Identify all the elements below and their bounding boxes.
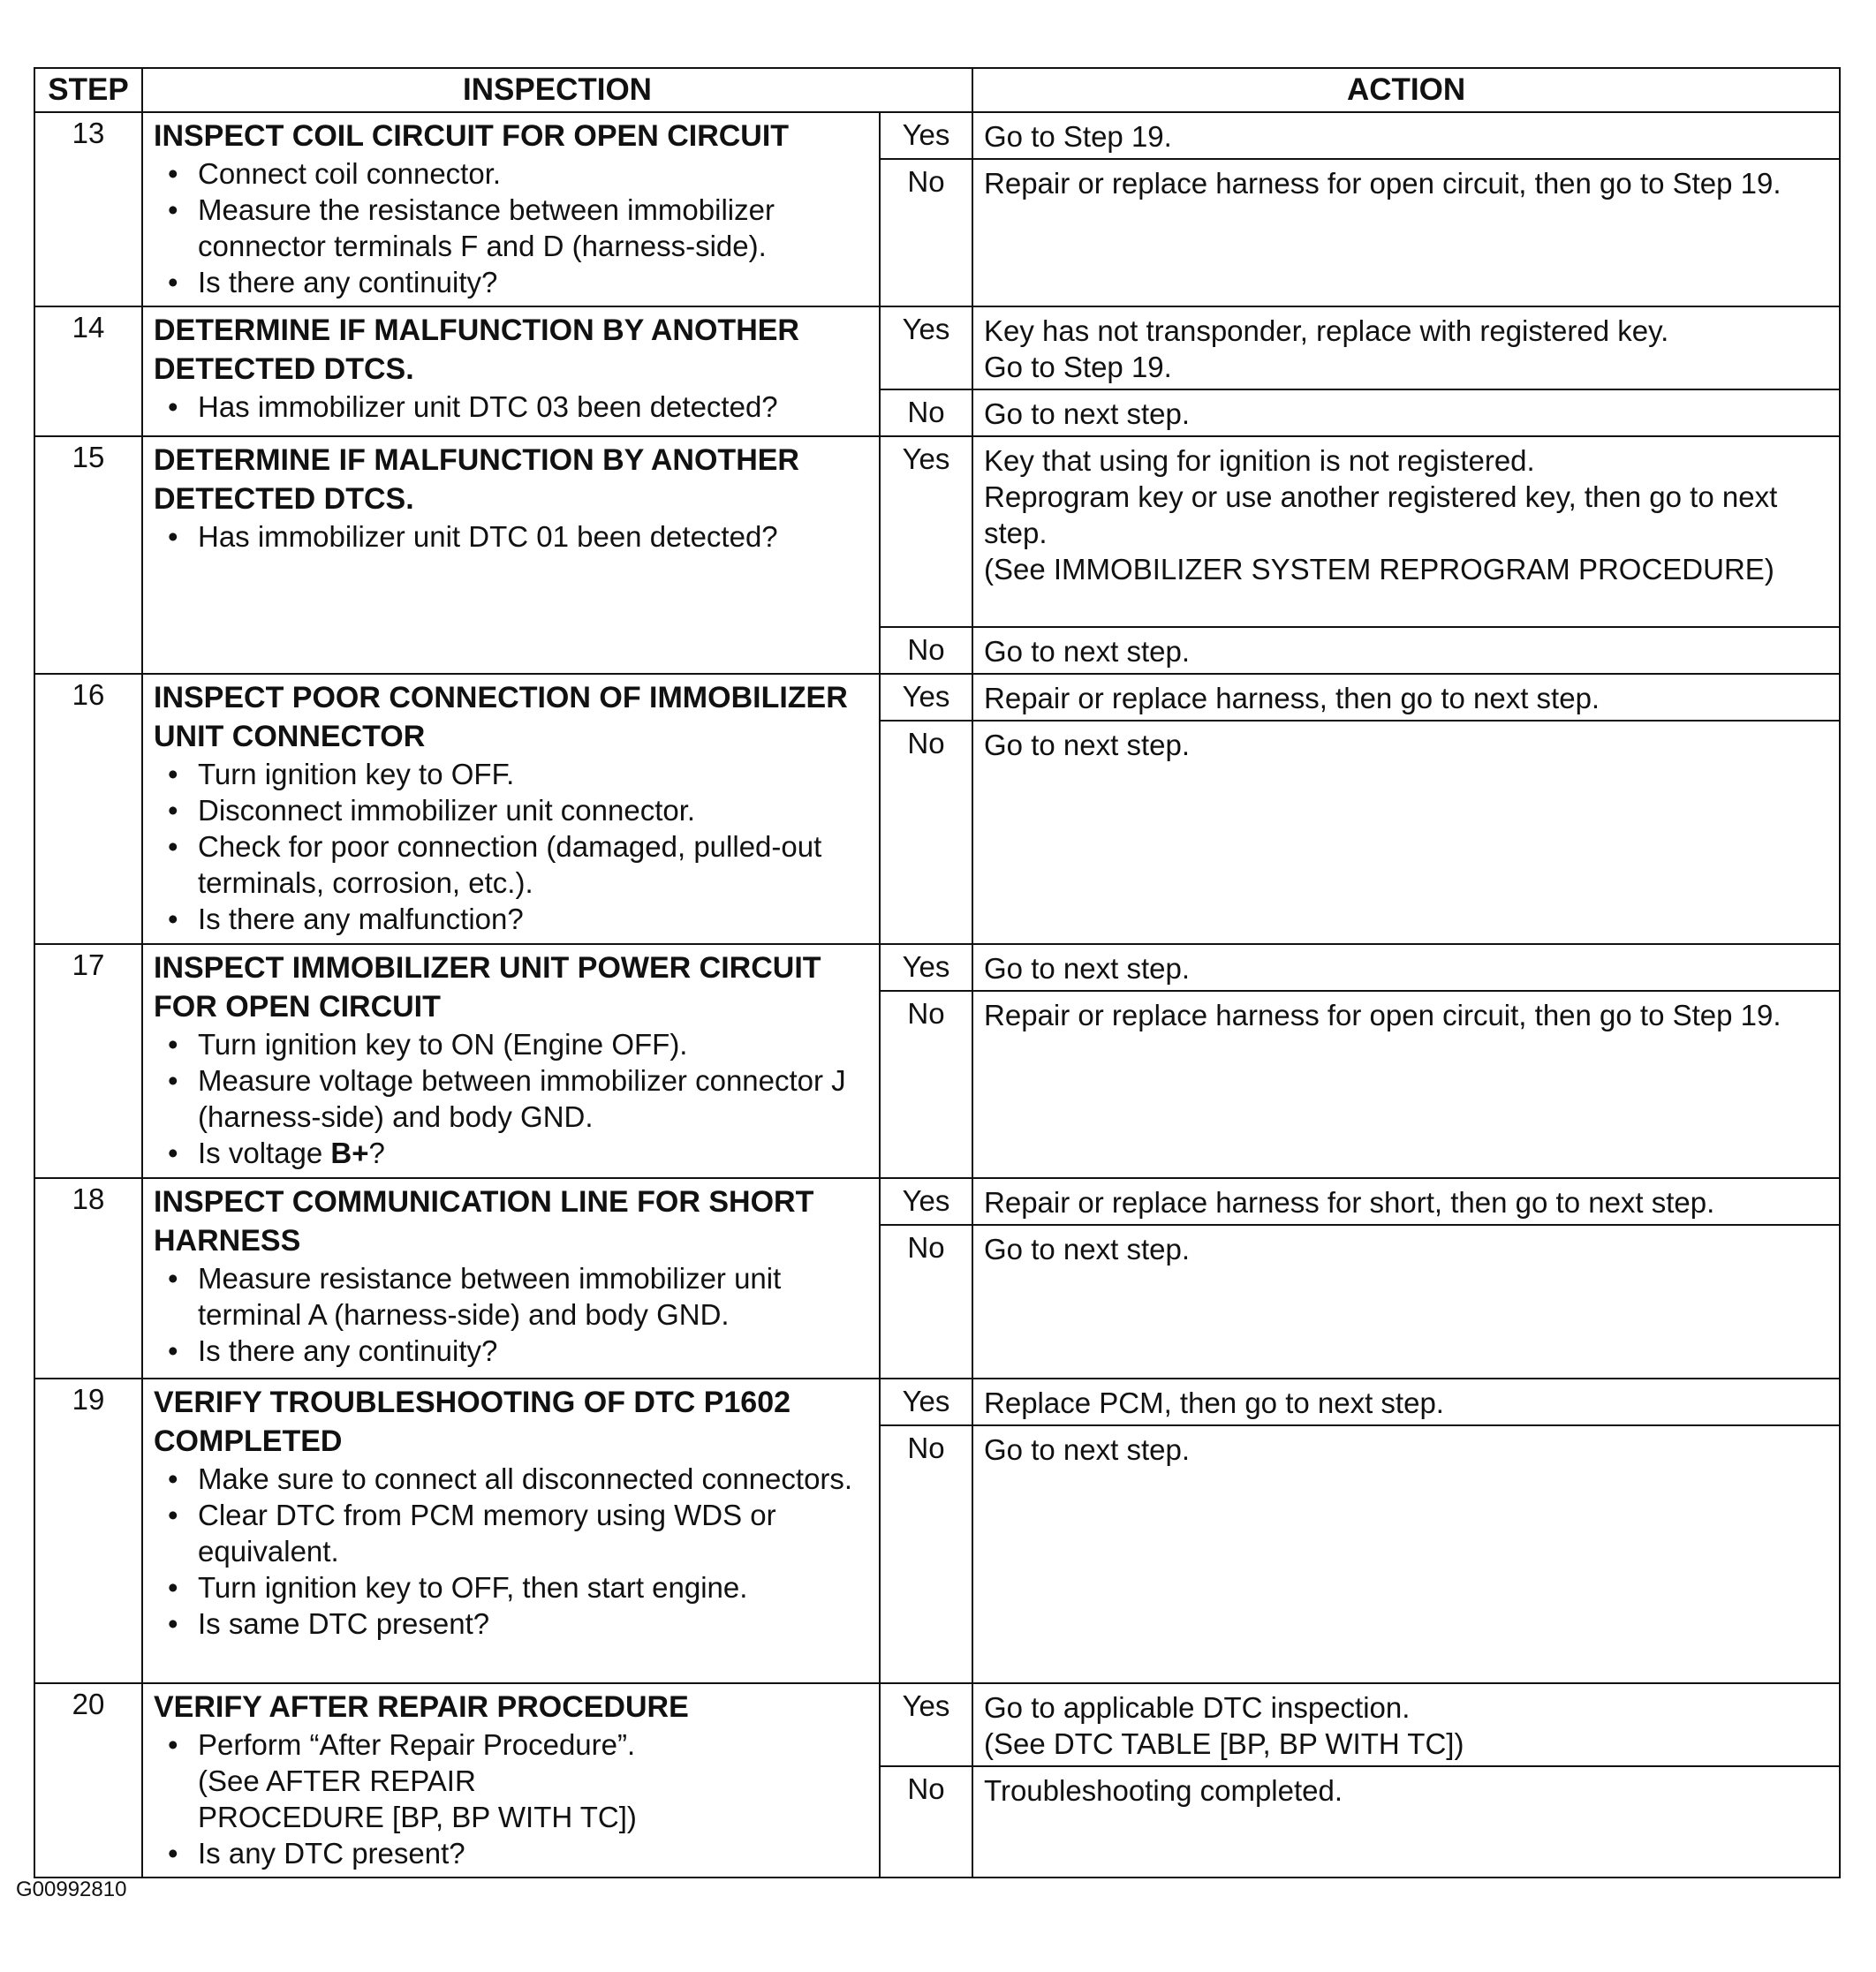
- inspection-step: [198, 518, 870, 555]
- no-action: Troubleshooting completed.: [972, 1766, 1840, 1878]
- table-row: [34, 674, 1840, 721]
- yes-action: Go to Step 19.: [972, 112, 1840, 159]
- inspection-cell: [142, 436, 880, 674]
- step-header: STEP: [34, 68, 142, 112]
- inspection-step-text: Is same DTC present?: [198, 1607, 490, 1640]
- inspection-step: [198, 1026, 870, 1062]
- no-action: Repair or replace harness for open circuit, then go to Step 19.: [972, 159, 1840, 306]
- inspection-step: [198, 389, 870, 425]
- inspection-title: DETERMINE IF MALFUNCTION BY ANOTHER DETECTED DTCS.: [154, 443, 799, 516]
- inspection-step-text: Turn ignition key to OFF, then start engine.: [198, 1571, 748, 1604]
- yes-label: Yes: [880, 944, 972, 991]
- inspection-step-text: Check for poor connection (damaged, pulled-out terminals, corrosion, etc.).: [198, 830, 822, 899]
- step-number: 18: [34, 1178, 142, 1379]
- yes-action: Key that using for ignition is not registered. Reprogram key or use another registered key, then go to next step. (See IMMOBILIZER SYSTEM REPROGRAM PROCEDURE): [972, 436, 1840, 627]
- yes-label: Yes: [880, 674, 972, 721]
- inspection-title: DETERMINE IF MALFUNCTION BY ANOTHER DETECTED DTCS.: [154, 314, 799, 386]
- inspection-step: [198, 1333, 870, 1369]
- dtc-troubleshooting-table: [34, 67, 1841, 1878]
- inspection-step-text: Measure voltage between immobilizer connector J (harness-side) and body GND.: [198, 1064, 846, 1133]
- inspection-steps: [154, 518, 870, 555]
- no-action: Go to next step.: [972, 627, 1840, 674]
- no-action: Repair or replace harness for open circuit, then go to Step 19.: [972, 991, 1840, 1178]
- inspection-step-text: Has immobilizer unit DTC 03 been detected?: [198, 390, 778, 423]
- inspection-step: [198, 828, 870, 901]
- no-label: No: [880, 721, 972, 944]
- inspection-step-text: Is any DTC present?: [198, 1837, 465, 1870]
- inspection-step-text: Is there any continuity?: [198, 266, 498, 298]
- inspection-cell: [142, 674, 880, 944]
- header-row: [34, 68, 1840, 112]
- yes-label: Yes: [880, 1683, 972, 1766]
- inspection-title: INSPECT POOR CONNECTION OF IMMOBILIZER UNIT CONNECTOR: [154, 681, 848, 753]
- inspection-step-text: Turn ignition key to OFF.: [198, 758, 515, 790]
- inspection-title: INSPECT COMMUNICATION LINE FOR SHORT HARNESS: [154, 1185, 814, 1258]
- inspection-cell: [142, 1683, 880, 1878]
- no-label: No: [880, 991, 972, 1178]
- battery-positive-label: B+: [330, 1137, 369, 1169]
- no-action: Go to next step.: [972, 721, 1840, 944]
- inspection-steps: [154, 756, 870, 937]
- inspection-step: [198, 155, 870, 192]
- inspection-step-text: Disconnect immobilizer unit connector.: [198, 794, 696, 827]
- inspection-step-text: Is voltage: [198, 1137, 323, 1169]
- question-mark: ?: [368, 1137, 385, 1169]
- inspection-step: [198, 1135, 870, 1171]
- inspection-steps: [154, 155, 870, 300]
- inspection-step-text: Connect coil connector.: [198, 157, 502, 190]
- inspection-step: [198, 1726, 870, 1835]
- inspection-steps: [154, 389, 870, 425]
- inspection-step: [198, 901, 870, 937]
- yes-label: Yes: [880, 436, 972, 627]
- step-number: 19: [34, 1379, 142, 1683]
- no-label: No: [880, 159, 972, 306]
- inspection-cell: [142, 1178, 880, 1379]
- inspection-cell: [142, 306, 880, 436]
- yes-action: Replace PCM, then go to next step.: [972, 1379, 1840, 1425]
- step-number: 20: [34, 1683, 142, 1878]
- action-header: ACTION: [972, 68, 1840, 112]
- figure-id: G00992810: [16, 1878, 127, 1901]
- table-row: [34, 1683, 1840, 1766]
- inspection-step-text: Measure resistance between immobilizer unit terminal A (harness-side) and body GND.: [198, 1262, 782, 1331]
- inspection-title: VERIFY TROUBLESHOOTING OF DTC P1602 COMPLETED: [154, 1386, 791, 1458]
- step-number: 17: [34, 944, 142, 1178]
- step-number: 13: [34, 112, 142, 306]
- inspection-step-text: Is there any malfunction?: [198, 903, 524, 935]
- table-row: [34, 436, 1840, 627]
- inspection-step: [198, 192, 870, 264]
- no-label: No: [880, 1225, 972, 1379]
- inspection-step-text: Clear DTC from PCM memory using WDS or equivalent.: [198, 1499, 776, 1568]
- inspection-step-text: Perform “After Repair Procedure”. (See AFTER REPAIR PROCEDURE [BP, BP WITH TC]): [198, 1728, 637, 1833]
- no-label: No: [880, 1425, 972, 1683]
- step-number: 14: [34, 306, 142, 436]
- yes-label: Yes: [880, 306, 972, 389]
- table-row: [34, 306, 1840, 389]
- table-row: [34, 112, 1840, 159]
- inspection-cell: [142, 112, 880, 306]
- inspection-step: [198, 756, 870, 792]
- no-label: No: [880, 389, 972, 436]
- table-row: [34, 944, 1840, 991]
- inspection-step: [198, 1835, 870, 1871]
- no-action: Go to next step.: [972, 389, 1840, 436]
- inspection-step: [198, 1260, 870, 1333]
- inspection-title: INSPECT COIL CIRCUIT FOR OPEN CIRCUIT: [154, 119, 790, 153]
- table-body: [34, 112, 1840, 1878]
- inspection-step: [198, 1569, 870, 1606]
- inspection-cell: [142, 944, 880, 1178]
- yes-label: Yes: [880, 1379, 972, 1425]
- no-action: Go to next step.: [972, 1425, 1840, 1683]
- yes-action: Key has not transponder, replace with registered key. Go to Step 19.: [972, 306, 1840, 389]
- inspection-title: VERIFY AFTER REPAIR PROCEDURE: [154, 1690, 689, 1724]
- yes-action: Go to applicable DTC inspection. (See DTC TABLE [BP, BP WITH TC]): [972, 1683, 1840, 1766]
- no-action: Go to next step.: [972, 1225, 1840, 1379]
- inspection-step-text: Measure the resistance between immobilizer connector terminals F and D (harness-side).: [198, 193, 775, 262]
- inspection-step: [198, 792, 870, 828]
- table-row: [34, 1379, 1840, 1425]
- inspection-step: [198, 1461, 870, 1497]
- inspection-steps: [154, 1260, 870, 1369]
- inspection-header: INSPECTION: [142, 68, 972, 112]
- inspection-step-text: Is there any continuity?: [198, 1334, 498, 1367]
- yes-label: Yes: [880, 112, 972, 159]
- inspection-title: INSPECT IMMOBILIZER UNIT POWER CIRCUIT FOR OPEN CIRCUIT: [154, 951, 821, 1024]
- yes-action: Repair or replace harness, then go to next step.: [972, 674, 1840, 721]
- step-number: 15: [34, 436, 142, 674]
- inspection-step-text: Has immobilizer unit DTC 01 been detected?: [198, 520, 778, 553]
- table-row: [34, 1178, 1840, 1225]
- inspection-steps: [154, 1726, 870, 1871]
- yes-action: Go to next step.: [972, 944, 1840, 991]
- inspection-cell: [142, 1379, 880, 1683]
- yes-label: Yes: [880, 1178, 972, 1225]
- inspection-step: [198, 1606, 870, 1642]
- inspection-step-text: Make sure to connect all disconnected connectors.: [198, 1462, 853, 1495]
- no-label: No: [880, 1766, 972, 1878]
- inspection-steps: [154, 1026, 870, 1171]
- step-number: 16: [34, 674, 142, 944]
- no-label: No: [880, 627, 972, 674]
- yes-action: Repair or replace harness for short, then go to next step.: [972, 1178, 1840, 1225]
- inspection-step: [198, 1497, 870, 1569]
- inspection-step: [198, 264, 870, 300]
- inspection-steps: [154, 1461, 870, 1642]
- inspection-step: [198, 1062, 870, 1135]
- inspection-step-text: Turn ignition key to ON (Engine OFF).: [198, 1028, 688, 1061]
